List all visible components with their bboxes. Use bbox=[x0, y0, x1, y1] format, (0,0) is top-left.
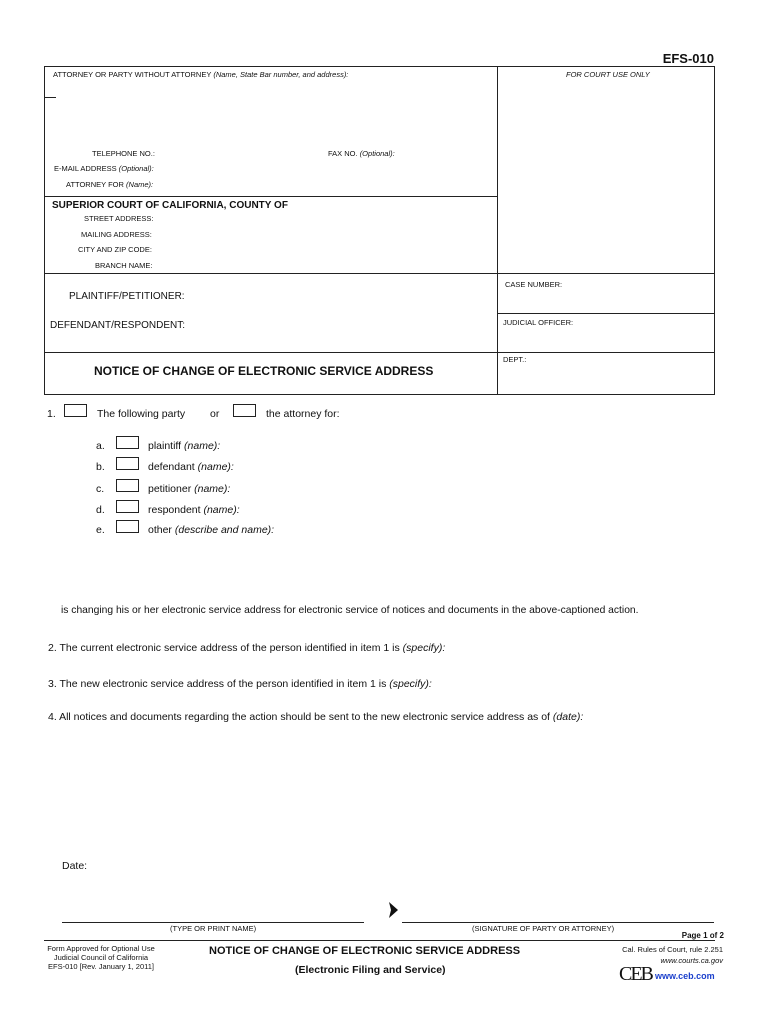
rules-text: Cal. Rules of Court, rule 2.251 bbox=[622, 945, 723, 954]
notice-title: NOTICE OF CHANGE OF ELECTRONIC SERVICE ADDRESS bbox=[94, 364, 434, 378]
attorney-for-label: ATTORNEY FOR (Name): bbox=[66, 180, 154, 189]
fax-label: FAX NO. (Optional): bbox=[328, 149, 395, 158]
telephone-label: TELEPHONE NO.: bbox=[92, 149, 155, 158]
party-label: The following party bbox=[97, 408, 186, 420]
item1-number: 1. bbox=[47, 408, 56, 420]
defendant-label: DEFENDANT/RESPONDENT: bbox=[50, 320, 186, 331]
signature-arrow-icon bbox=[389, 902, 399, 918]
petitioner-option-label: petitioner (name): bbox=[148, 483, 231, 495]
case-number-label: CASE NUMBER: bbox=[505, 280, 563, 289]
dept-label: DEPT.: bbox=[503, 355, 527, 364]
mailing-address-label: MAILING ADDRESS: bbox=[81, 230, 152, 239]
option-letter-a: a. bbox=[96, 440, 105, 452]
approval-line-1: Form Approved for Optional Use bbox=[47, 944, 155, 953]
attorney-for-option-label: the attorney for: bbox=[266, 408, 340, 420]
item3-text: 3. The new electronic service address of the person identified in item 1 is (specify): bbox=[48, 678, 432, 690]
respondent-checkbox[interactable] bbox=[116, 500, 139, 513]
item2-text: 2. The current electronic service address of the person identified in item 1 is (specify): bbox=[48, 642, 446, 654]
party-checkbox[interactable] bbox=[64, 404, 87, 417]
print-name-line[interactable] bbox=[62, 922, 364, 923]
form-code: EFS-010 bbox=[662, 51, 714, 66]
option-letter-e: e. bbox=[96, 524, 105, 536]
attorney-label: ATTORNEY OR PARTY WITHOUT ATTORNEY (Name, State Bar number, and address): bbox=[53, 70, 349, 79]
city-zip-label: CITY AND ZIP CODE: bbox=[78, 245, 152, 254]
footer-title: NOTICE OF CHANGE OF ELECTRONIC SERVICE ADDRESS bbox=[209, 945, 521, 957]
street-address-label: STREET ADDRESS: bbox=[84, 214, 154, 223]
attorney-checkbox[interactable] bbox=[233, 404, 256, 417]
plaintiff-checkbox[interactable] bbox=[116, 436, 139, 449]
option-letter-b: b. bbox=[96, 461, 105, 473]
or-label: or bbox=[210, 408, 220, 420]
other-checkbox[interactable] bbox=[116, 520, 139, 533]
approval-line-2: Judicial Council of California bbox=[53, 953, 149, 962]
option-letter-c: c. bbox=[96, 483, 105, 495]
plaintiff-label: PLAINTIFF/PETITIONER: bbox=[69, 291, 185, 302]
signature-line[interactable] bbox=[402, 922, 714, 923]
case-number-divider bbox=[497, 313, 715, 314]
page-number: Page 1 of 2 bbox=[681, 931, 724, 940]
footer-rule bbox=[44, 940, 715, 941]
signature-caption: (SIGNATURE OF PARTY OR ATTORNEY) bbox=[472, 924, 615, 933]
item4-text: 4. All notices and documents regarding the action should be sent to the new electronic service address as of (date): bbox=[48, 711, 584, 723]
print-name-caption: (TYPE OR PRINT NAME) bbox=[170, 924, 257, 933]
changing-statement: is changing his or her electronic service address for electronic service of notices and documents in the above-captioned action. bbox=[61, 605, 639, 616]
caption-divider bbox=[497, 66, 498, 395]
ceb-url[interactable]: www.ceb.com bbox=[655, 971, 715, 981]
court-title: SUPERIOR COURT OF CALIFORNIA, COUNTY OF bbox=[52, 200, 288, 211]
ceb-logo: CEB bbox=[619, 963, 652, 985]
respondent-option-label: respondent (name): bbox=[148, 504, 240, 516]
attorney-section-divider bbox=[44, 196, 497, 197]
plaintiff-option-label: plaintiff (name): bbox=[148, 440, 221, 452]
email-label: E-MAIL ADDRESS (Optional): bbox=[54, 164, 154, 173]
option-letter-d: d. bbox=[96, 504, 105, 516]
branch-name-label: BRANCH NAME: bbox=[95, 261, 153, 270]
court-section-divider bbox=[44, 273, 715, 274]
date-label: Date: bbox=[62, 860, 88, 872]
title-section-divider bbox=[44, 352, 715, 353]
petitioner-checkbox[interactable] bbox=[116, 479, 139, 492]
defendant-option-label: defendant (name): bbox=[148, 461, 234, 473]
footer-subtitle: (Electronic Filing and Service) bbox=[295, 964, 446, 976]
judicial-officer-label: JUDICIAL OFFICER: bbox=[503, 318, 574, 327]
courts-url[interactable]: www.courts.ca.gov bbox=[660, 956, 723, 965]
court-use-label: FOR COURT USE ONLY bbox=[566, 70, 650, 79]
attorney-name-dash bbox=[44, 97, 56, 98]
form-approval bbox=[34, 944, 168, 971]
defendant-checkbox[interactable] bbox=[116, 457, 139, 470]
approval-line-3: EFS-010 [Rev. January 1, 2011] bbox=[47, 962, 155, 971]
other-option-label: other (describe and name): bbox=[148, 524, 275, 536]
